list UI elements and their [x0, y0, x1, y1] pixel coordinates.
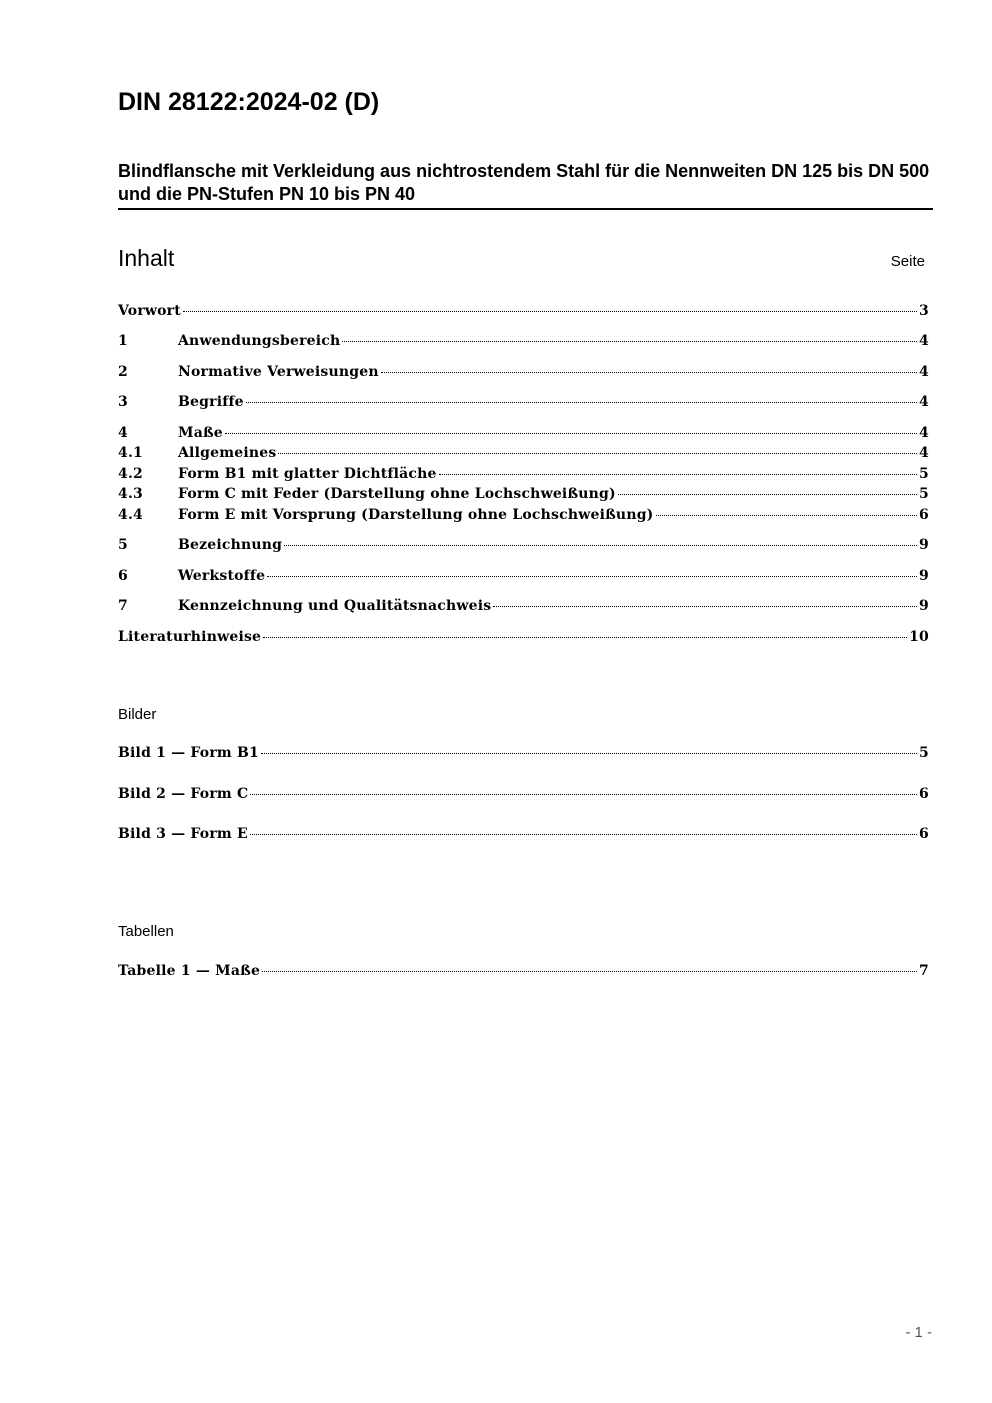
- toc-entry-number: 4.3: [118, 486, 143, 502]
- table-entry-label: Tabelle 1 — Maße: [118, 963, 261, 979]
- toc-entry-4-3[interactable]: [118, 486, 929, 506]
- toc-entry-page: 10: [909, 629, 929, 645]
- toc-leader: [342, 341, 917, 342]
- figure-entry-page: 5: [919, 745, 929, 761]
- toc-leader: [278, 453, 917, 454]
- toc-entry-page: 4: [919, 445, 929, 461]
- toc-leader: [225, 433, 917, 434]
- toc-entry-number: 3: [118, 394, 128, 410]
- figure-entry-2[interactable]: [118, 786, 929, 806]
- toc-entry-4[interactable]: [118, 425, 929, 445]
- toc-entry-6[interactable]: [118, 568, 929, 588]
- toc-entry-number: 1: [118, 333, 128, 349]
- toc-entry-page: 6: [919, 507, 929, 523]
- toc-entry-label: Anwendungsbereich: [178, 333, 341, 349]
- toc-entry-label: Bezeichnung: [178, 537, 283, 553]
- table-entry-page: 7: [919, 963, 929, 979]
- toc-entry-number: 2: [118, 364, 128, 380]
- figure-entry-1[interactable]: [118, 745, 929, 765]
- toc-leader: [263, 637, 907, 638]
- toc-leader: [439, 474, 917, 475]
- toc-leader: [261, 753, 917, 754]
- toc-leader: [250, 834, 917, 835]
- toc-entry-vorwort[interactable]: [118, 303, 929, 323]
- figure-entry-label: Bild 3 — Form E: [118, 826, 248, 842]
- document-id: DIN 28122:2024-02 (D): [118, 88, 380, 116]
- toc-entry-number: 4.2: [118, 466, 143, 482]
- toc-entry-label: Allgemeines: [178, 445, 277, 461]
- toc-entry-number: 7: [118, 598, 128, 614]
- figure-entry-label: Bild 1 — Form B1: [118, 745, 259, 761]
- toc-entry-label: Literaturhinweise: [118, 629, 262, 645]
- toc-leader: [183, 311, 917, 312]
- toc-leader: [493, 606, 917, 607]
- toc-entry-number: 4: [118, 425, 128, 441]
- toc-leader: [246, 402, 917, 403]
- tables-heading: Tabellen: [118, 923, 174, 940]
- toc-entry-label: Normative Verweisungen: [178, 364, 379, 380]
- toc-entry-4-4[interactable]: [118, 507, 929, 527]
- figure-entry-3[interactable]: [118, 826, 929, 846]
- toc-entry-4-2[interactable]: [118, 466, 929, 486]
- toc-entry-5[interactable]: [118, 537, 929, 557]
- toc-entry-page: 3: [919, 303, 929, 319]
- toc-entry-7[interactable]: [118, 598, 929, 618]
- toc-leader: [267, 576, 917, 577]
- toc-entry-page: 9: [919, 568, 929, 584]
- toc-entry-1[interactable]: [118, 333, 929, 353]
- toc-entry-4-1[interactable]: [118, 445, 929, 465]
- toc-entry-page: 4: [919, 333, 929, 349]
- figures-heading: Bilder: [118, 706, 157, 723]
- figure-entry-page: 6: [919, 826, 929, 842]
- toc-entry-number: 4.1: [118, 445, 143, 461]
- toc-entry-page: 5: [919, 486, 929, 502]
- figure-entry-label: Bild 2 — Form C: [118, 786, 249, 802]
- toc-entry-label: Form B1 mit glatter Dichtfläche: [178, 466, 437, 482]
- toc-entry-number: 6: [118, 568, 128, 584]
- toc-leader: [656, 515, 918, 516]
- toc-entry-page: 4: [919, 364, 929, 380]
- toc-entry-number: 5: [118, 537, 128, 553]
- toc-leader: [250, 794, 917, 795]
- toc-leader: [618, 494, 917, 495]
- toc-entry-label: Vorwort: [118, 303, 181, 319]
- toc-entry-label: Form C mit Feder (Darstellung ohne Lochschweißung): [178, 486, 616, 502]
- toc-entry-page: 4: [919, 394, 929, 410]
- toc-leader: [262, 971, 917, 972]
- toc-entry-label: Kennzeichnung und Qualitätsnachweis: [178, 598, 492, 614]
- page-column-label: Seite: [890, 253, 925, 270]
- toc-entry-2[interactable]: [118, 364, 929, 384]
- toc-leader: [284, 545, 917, 546]
- figure-entry-page: 6: [919, 786, 929, 802]
- toc-entry-3[interactable]: [118, 394, 929, 414]
- toc-entry-label: Werkstoffe: [178, 568, 266, 584]
- toc-entry-label: Form E mit Vorsprung (Darstellung ohne Lochschweißung): [178, 507, 654, 523]
- toc-entry-page: 5: [919, 466, 929, 482]
- document-title: Blindflansche mit Verkleidung aus nichtrostendem Stahl für die Nennweiten DN 125 bis DN 500 und die PN-Stufen PN 10 bis PN 40: [118, 160, 933, 210]
- toc-entry-number: 4.4: [118, 507, 143, 523]
- toc-entry-label: Maße: [178, 425, 223, 441]
- toc-entry-label: Begriffe: [178, 394, 244, 410]
- toc-entry-page: 9: [919, 537, 929, 553]
- toc-entry-page: 4: [919, 425, 929, 441]
- toc-heading: Inhalt: [118, 245, 175, 271]
- toc-entry-literaturhinweise[interactable]: [118, 629, 929, 649]
- table-entry-1[interactable]: [118, 963, 929, 983]
- toc-leader: [381, 372, 917, 373]
- toc-entry-page: 9: [919, 598, 929, 614]
- page-number: - 1 -: [905, 1324, 932, 1341]
